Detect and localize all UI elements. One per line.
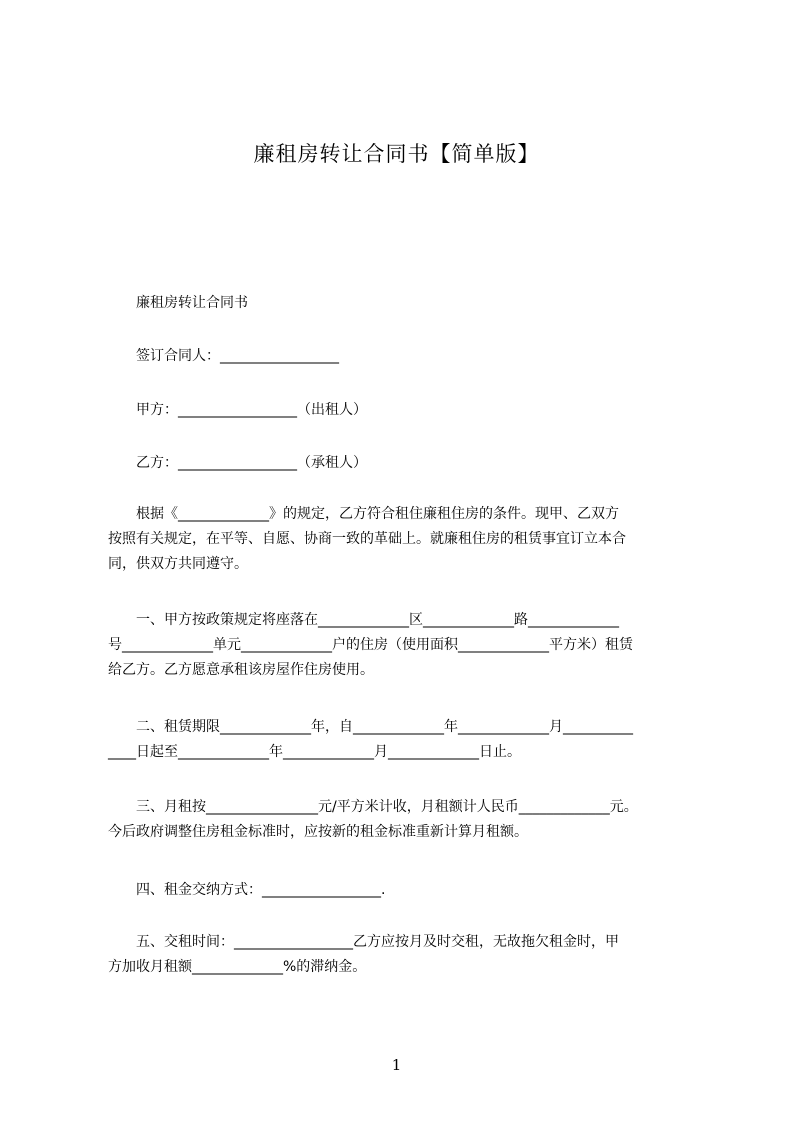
- preamble-line: 根据《_____________》的规定，乙方符合租住廉租住房的条件。现甲、乙双方: [136, 506, 619, 522]
- clause-1-paragraph: [108, 608, 703, 683]
- clause-2-paragraph: [108, 715, 703, 765]
- party-b-line: 乙方：_________________（承租人）: [136, 455, 367, 471]
- clause-3-paragraph: [108, 795, 703, 845]
- preamble-paragraph: [108, 502, 703, 577]
- clause-line: 今后政府调整住房租金标准时，应按新的租金标准重新计算月租额。: [108, 824, 528, 840]
- clause-line: 一、甲方按政策规定将座落在_____________区_____________路_____________: [136, 612, 619, 628]
- clause-line: 五、交租时间：_________________乙方应按月及时交租，无故拖欠租金时，甲: [136, 934, 619, 950]
- party-a-line: 甲方：_________________（出租人）: [136, 402, 367, 418]
- clause-5-paragraph: [108, 930, 703, 980]
- page-number: 1: [391, 1056, 402, 1074]
- preamble-line: 按照有关规定，在平等、自愿、协商一致的革础上。就廉租住房的租赁事宜订立本合: [108, 531, 626, 547]
- clause-line: 号_____________单元_____________户的住房（使用面积_____________平方米）租赁: [108, 637, 633, 653]
- contract-subtitle: 廉租房转让合同书: [136, 295, 248, 311]
- clause-line: ____日起至_____________年_____________月_____________日止。: [108, 744, 521, 760]
- document-title: 廉租房转让合同书【简单版】: [253, 142, 540, 166]
- preamble-line: 同，供双方共同遵守。: [108, 556, 248, 572]
- clause-line: 三、月租按________________元/平方米计收，月租额计人民币_____________元。: [136, 799, 638, 815]
- signatory-line: 签订合同人：_________________: [136, 348, 339, 364]
- clause-4-line: 四、租金交纳方式：_________________.: [136, 882, 386, 898]
- clause-line: 方加收月租额_____________%的滞纳金。: [108, 959, 367, 975]
- clause-line: 给乙方。乙方愿意承租该房屋作住房使用。: [108, 662, 374, 678]
- clause-line: 二、租赁期限_____________年，自_____________年_____________月__________: [136, 719, 633, 735]
